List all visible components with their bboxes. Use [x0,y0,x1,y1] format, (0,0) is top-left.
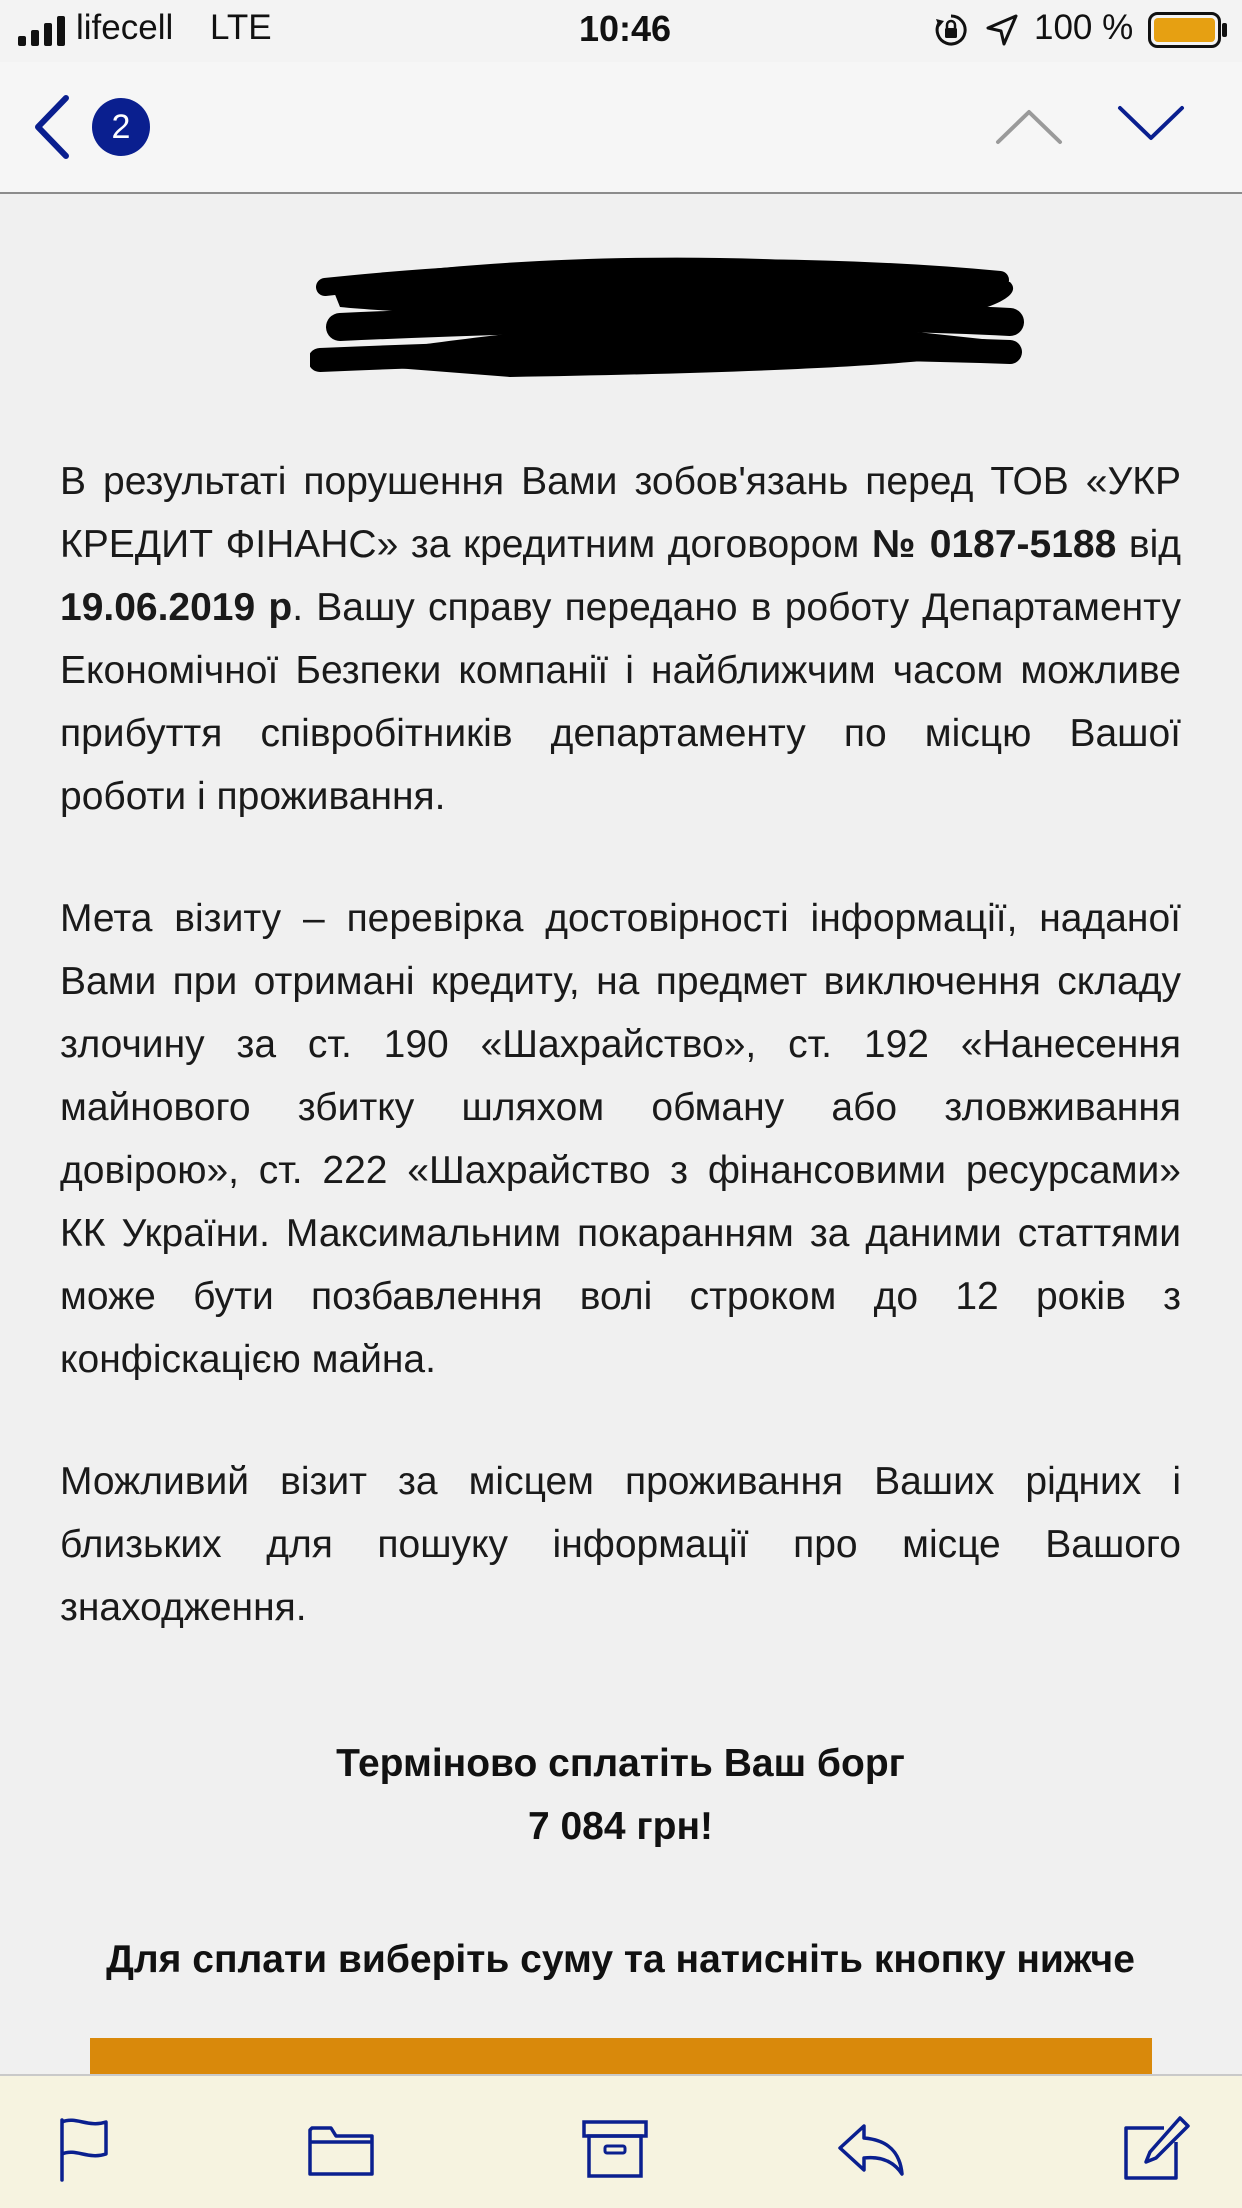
payment-instruction: Для сплати виберіть суму та натисніть кнопку нижче [106,1938,1135,1981]
battery-percent: 100 % [1034,8,1134,47]
contract-number: № 0187-5188 [871,523,1117,566]
status-bar [0,0,1242,62]
flag-icon[interactable] [54,2114,124,2184]
urgent-payment-notice [60,1732,1181,1858]
previous-message-icon [994,102,1064,152]
paragraph-text: . Вашу справу передано в роботу Департаменту Економічної Безпеки компанії і найближчим часом можливе прибуття співробітників департаменту по місцю Вашої роботи і проживання. [60,586,1181,818]
location-arrow-icon [986,14,1018,46]
message-paragraph-1 [60,450,1181,828]
message-nav-bar [0,62,1242,194]
mail-toolbar [0,2074,1242,2208]
next-message-icon[interactable] [1116,98,1186,148]
folder-icon[interactable] [306,2114,376,2184]
unread-count-badge: 2 [92,98,150,156]
urgent-line: Терміново сплатіть Ваш борг [336,1742,905,1785]
archive-icon[interactable] [580,2114,650,2184]
back-chevron-icon[interactable] [28,92,78,162]
redaction-scribble [310,232,1030,382]
reply-icon[interactable] [836,2114,906,2184]
battery-icon [1148,12,1228,48]
status-time: 10:46 [578,8,672,49]
message-paragraph-2: Мета візиту – перевірка достовірності інформації, наданої Вами при отримані кредиту, на предмет виключення складу злочину за ст. 190 «Шахрайство», ст. 192 «Нанесення майнового збитку шляхом обману або зловживання довірою», ст. 222 «Шахрайство з фінансовими ресурсами» КК України. Максимальним покаранням за даними статтями може бути позбавлення волі строком до 12 років з конфіскацією майна. [60,897,1181,1381]
message-paragraph-3: Можливий візит за місцем проживання Ваших рідних і близьких для пошуку інформації про місце Вашого знаходження. [60,1460,1181,1629]
paragraph-text: В результаті порушення Вами зобов'язань перед ТОВ «УКР КРЕДИТ ФІНАНС» за кредитним договором [60,460,1181,566]
network-type: LTE [210,8,272,47]
debt-amount: 7 084 грн! [527,1805,714,1848]
compose-icon[interactable] [1120,2114,1190,2184]
paragraph-text: від [1116,523,1181,566]
contract-date: 19.06.2019 р [60,586,293,629]
carrier-name: lifecell [76,8,174,47]
orientation-lock-icon [934,13,968,47]
